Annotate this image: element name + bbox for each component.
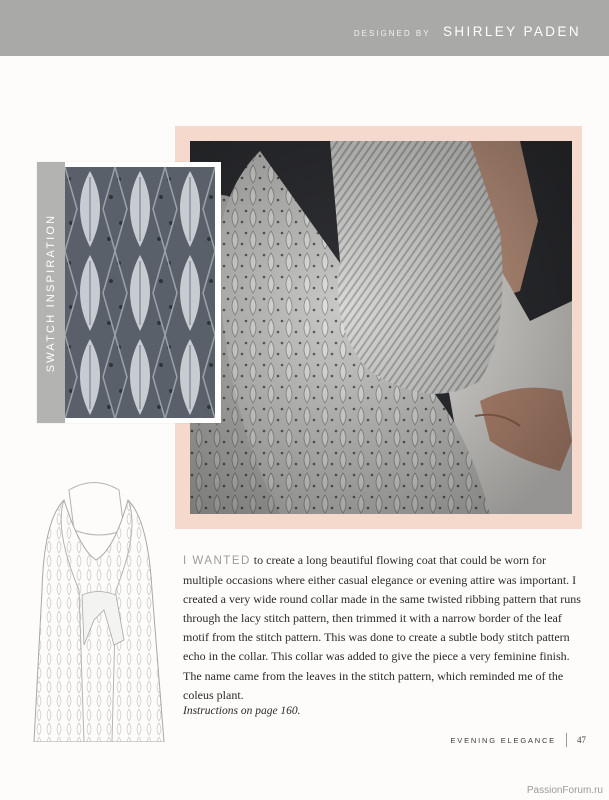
designed-by-label: DESIGNED BY	[353, 29, 431, 38]
swatch-label-band	[37, 162, 65, 423]
section-title: EVENING ELEGANCE	[450, 735, 556, 745]
article-lead: I WANTED	[183, 555, 251, 567]
instructions-reference: Instructions on page 160.	[183, 705, 301, 717]
article-body: to create a long beautiful flowing coat that could be worn for multiple occasions where either casual elegance or evening attire was important. I created a very wide round collar made in the same twisted ribbing pattern that runs through the lacy stitch pattern, then trimmed it with a narrow border of the leaf motif from the stitch pattern. This was done to create a subtle body stitch pattern echo in the collar. This collar was added to give the piece a very feminine finish. The name came from the leaves in the stitch pattern, which reminded me of the coleus plant.	[183, 553, 581, 702]
page-number: 47	[577, 735, 586, 745]
coat-sketch	[24, 470, 174, 742]
page-footer	[451, 733, 587, 747]
watermark: PassionForum.ru	[526, 785, 603, 796]
footer-divider	[566, 733, 567, 747]
designer-name: SHIRLEY PADEN	[443, 24, 581, 39]
swatch-photo	[65, 167, 215, 418]
article-text	[183, 551, 585, 705]
main-photo	[190, 141, 572, 514]
swatch-label: SWATCH INSPIRATION	[45, 213, 57, 372]
designer-credit	[354, 23, 581, 41]
header-bar	[0, 0, 609, 56]
